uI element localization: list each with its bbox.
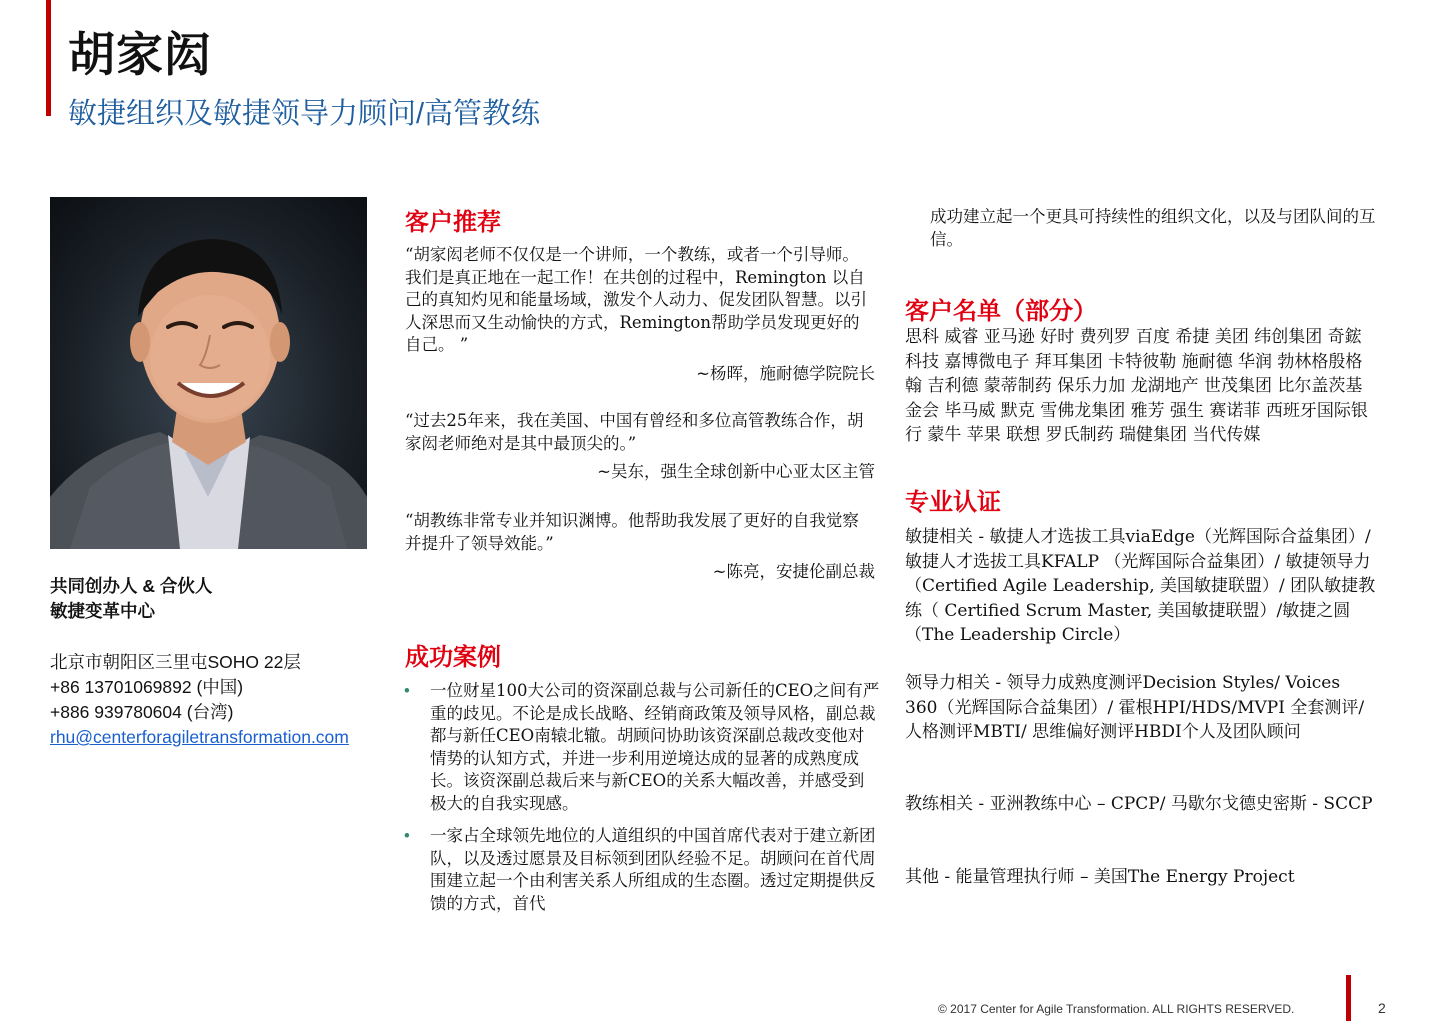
- testimonial-3: [405, 510, 875, 584]
- testimonial-2: [405, 410, 875, 484]
- testimonial-text: “胡教练非常专业并知识渊博。他帮助我发展了更好的自我觉察并提升了领导效能。”: [405, 511, 859, 553]
- copyright: © 2017 Center for Agile Transformation. ALL RIGHTS RESERVED.: [938, 1002, 1295, 1016]
- address: 北京市朝阳区三里屯SOHO 22层: [50, 652, 301, 672]
- bullet-icon: •: [404, 827, 410, 845]
- testimonial-text: “过去25年来，我在美国、中国有曾经和多位高管教练合作，胡家闳老师绝对是其中最顶尖的。”: [405, 411, 864, 453]
- success-cases-list: [402, 680, 880, 925]
- case-text: 一家占全球领先地位的人道组织的中国首席代表对于建立新团队，以及透过愿景及目标领到团队经验不足。胡顾问在首代周围建立起一个由利害关系人所组成的生态圈。透过定期提供反馈的方式，首代: [430, 826, 876, 913]
- clients-heading: 客户名单（部分）: [905, 298, 1097, 325]
- portrait-illustration: [50, 197, 367, 549]
- clients-list: 思科 威睿 亚马逊 好时 费列罗 百度 希捷 美团 纬创集团 奇鋐科技 嘉博微电子 拜耳集团 卡特彼勒 施耐德 华润 勃林格殷格翰 吉利德 蒙蒂制药 保乐力加 龙湖地产 世茂集团 比尔盖茨基金会 毕马威 默克 雪佛龙集团 雅芳 强生 赛诺菲 西班牙国际银行 蒙牛 苹果 联想 罗氏制药 瑞健集团 当代传媒: [905, 327, 1368, 445]
- cert-coaching: 教练相关 - 亚洲教练中心 – CPCP/ 马歇尔戈德史密斯 - SCCP: [905, 794, 1373, 814]
- role-block: [50, 574, 212, 624]
- organization-name: 敏捷变革中心: [50, 601, 155, 621]
- success-cases-heading: 成功案例: [405, 644, 501, 671]
- case-continuation: 成功建立起一个更具可持续性的组织文化，以及与团队间的互信。: [930, 207, 1376, 249]
- case-text: 一位财星100大公司的资深副总裁与公司新任的CEO之间有严重的歧见。不论是成长战略、经销商政策及领导风格，副总裁都与新任CEO南辕北辙。胡顾问协助该资深副总裁改变他对情势的认知方式，并进一步利用逆境达成的显著的成熟度成长。该资深副总裁后来与新CEO的关系大幅改善，并感受到极大的自我实现感。: [430, 681, 880, 813]
- phone-tw: +886 939780604 (台湾): [50, 702, 234, 722]
- accent-bar-top: [46, 0, 51, 116]
- accent-bar-bottom: [1346, 975, 1351, 1021]
- role-title: 共同创办人 & 合伙人: [50, 576, 213, 596]
- testimonial-text: “胡家闳老师不仅仅是一个讲师，一个教练，或者一个引导师。我们是真正地在一起工作！在共创的过程中，Remington 以自己的真知灼见和能量场域，激发个人动力、促发团队智慧。以引人深思而又生动愉快的方式，Remington帮助学员发现更好的自己。 ”: [405, 245, 867, 354]
- testimonial-author: ~杨晖，施耐德学院院长: [696, 363, 875, 383]
- certifications-heading: 专业认证: [905, 489, 1001, 516]
- list-item: [402, 825, 880, 915]
- testimonials-heading: 客户推荐: [405, 209, 501, 236]
- page-number: 2: [1378, 1000, 1386, 1016]
- cert-leadership: 领导力相关 - 领导力成熟度测评Decision Styles/ Voices 360（光辉国际合益集团）/ 霍根HPI/HDS/MVPI 全套测评/ 人格测评MBTI/ 思维偏好测评HBDI个人及团队顾问: [905, 673, 1365, 742]
- phone-cn: +86 13701069892 (中国): [50, 677, 244, 697]
- cert-agile: 敏捷相关 - 敏捷人才选拔工具viaEdge（光辉国际合益集团）/ 敏捷人才选拔工具KFALP （光辉国际合益集团）/ 敏捷领导力（Certified Agile Leadership, 美国敏捷联盟）/ 团队敏捷教练（ Certified Scrum Master, 美国敏捷联盟）/敏捷之圆（The Leadership Circle）: [905, 527, 1376, 645]
- testimonial-1: [405, 244, 875, 385]
- page-subtitle: 敏捷组织及敏捷领导力顾问/高管教练: [68, 98, 541, 130]
- email-link[interactable]: rhu@centerforagiletransformation.com: [50, 727, 349, 747]
- page-title: 胡家闳: [68, 28, 212, 81]
- cert-other: 其他 - 能量管理执行师 – 美国The Energy Project: [905, 867, 1295, 887]
- testimonial-author: ~吴东，强生全球创新中心亚太区主管: [597, 462, 875, 481]
- testimonial-author: ~陈亮，安捷伦副总裁: [712, 562, 875, 581]
- list-item: [402, 680, 880, 815]
- bullet-icon: •: [404, 682, 410, 700]
- contact-block: [50, 650, 370, 750]
- portrait-photo: [50, 197, 367, 549]
